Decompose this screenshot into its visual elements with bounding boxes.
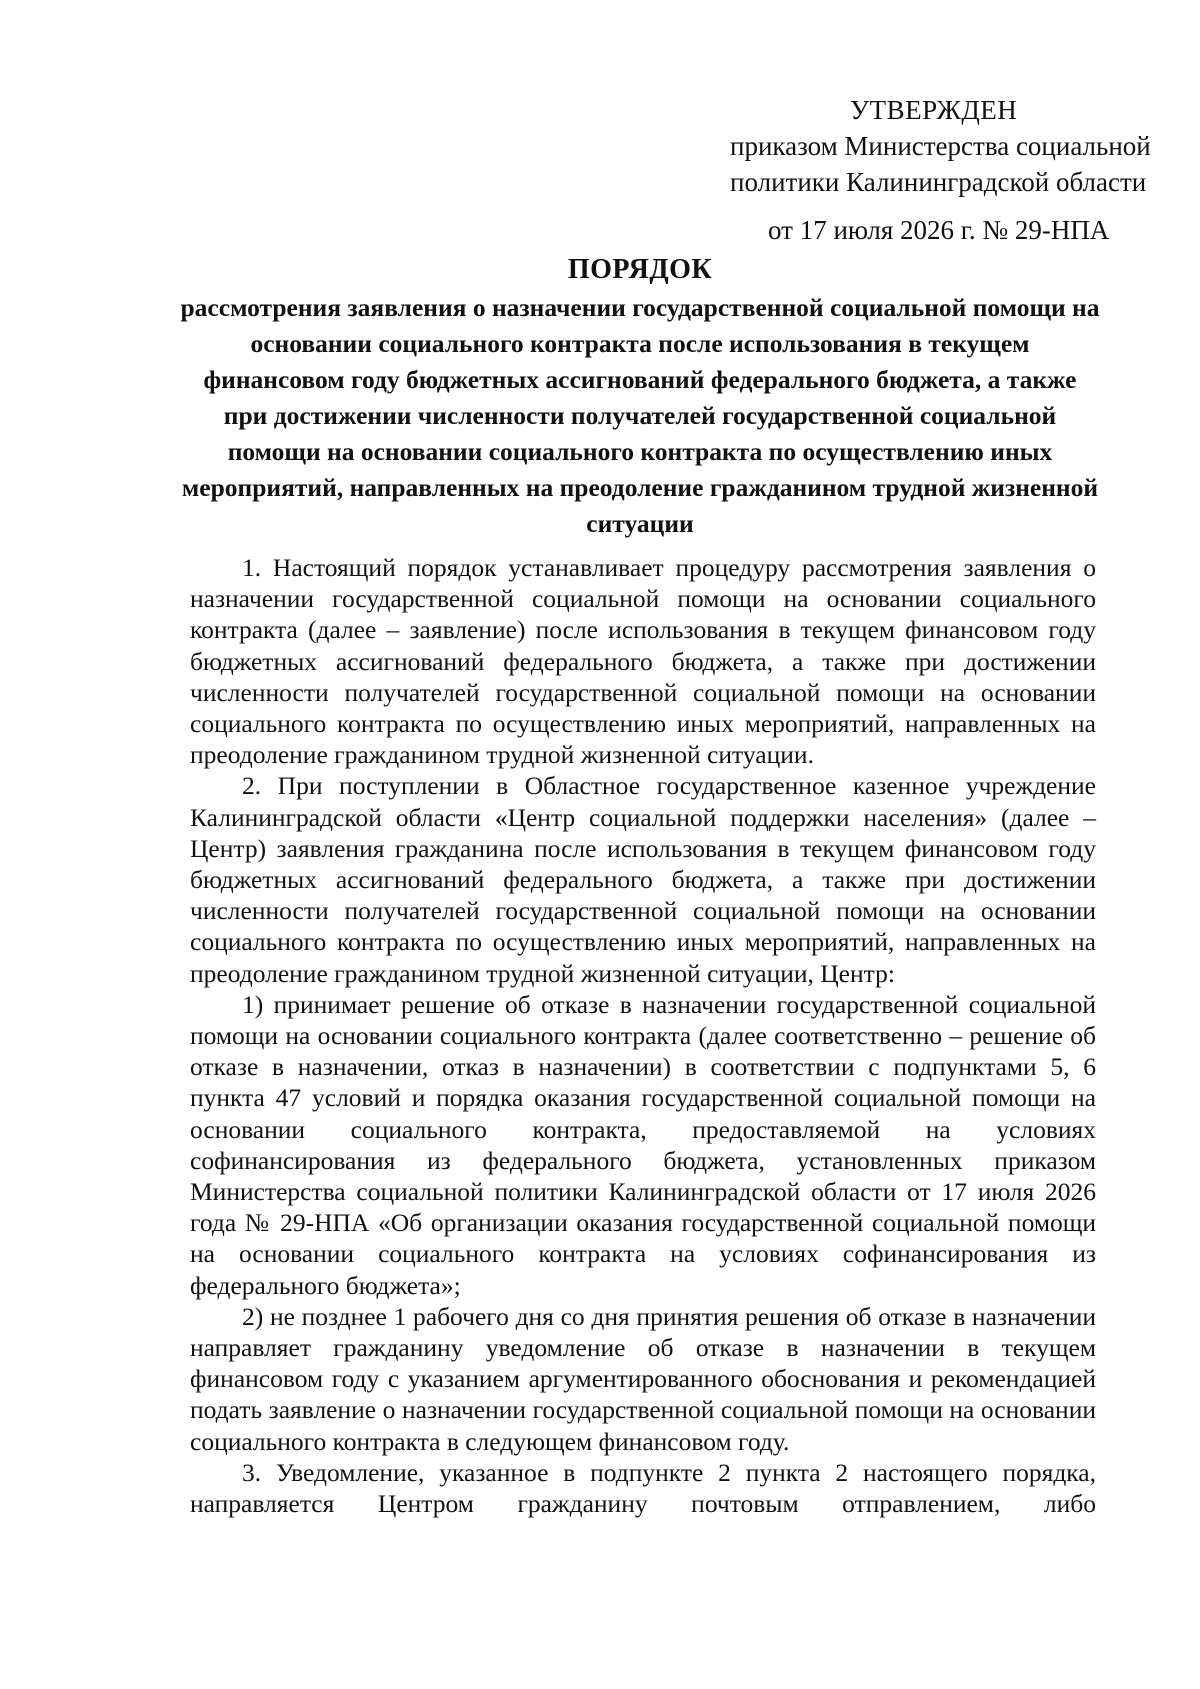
approval-line-2: политики Калининградской области [730, 167, 1147, 197]
paragraph-3: 3. Уведомление, указанное в подпункте 2 пункта 2 настоящего порядка, направляется Центром гражданину почтовым отправлением, либо [190, 1457, 1096, 1519]
approval-title: УТВЕРЖДЕН [850, 95, 1018, 125]
paragraph-2-subitem-2: 2) не позднее 1 рабочего дня со дня принятия решения об отказе в назначении направляет гражданину уведомление об отказе в назначении в текущем финансовом году с указанием аргументированного обоснования и рекомендацией подать заявление о назначении государственной социальной помощи на основании социального контракта в следующем финансовом году. [190, 1301, 1096, 1456]
paragraph-2-subitem-1: 1) принимает решение об отказе в назначении государственной социальной помощи на основании социального контракта (далее соответственно – решение об отказе в назначении, отказ в назначении) в соответствии с подпунктами 5, 6 пункта 47 условий и порядка оказания государственной социальной помощи на основании социального контракта, предоставляемой на условиях софинансирования из федерального бюджета, установленных приказом Министерства социальной политики Калининградской области от 17 июля 2026 года № 29-НПА «Об организации оказания государственной социальной помощи на основании социального контракта на условиях софинансирования из федерального бюджета»; [190, 989, 1096, 1300]
document-body [190, 552, 1096, 1519]
document-subtitle: рассмотрения заявления о назначении государственной социальной помощи на основании социального контракта после использования в текущем финансовом году бюджетных ассигнований федерального бюджета, а также при достижении численности получателей государственной социальной помощи на основании социального контракта по осуществлению иных мероприятий, направленных на преодоление гражданином трудной жизненной ситуации [180, 293, 1100, 538]
approval-line-1: приказом Министерства социальной [730, 131, 1151, 161]
paragraph-1: 1. Настоящий порядок устанавливает процедуру рассмотрения заявления о назначении государственной социальной помощи на основании социального контракта (далее – заявление) после использования в текущем финансовом году бюджетных ассигнований федерального бюджета, а также при достижении численности получателей государственной социальной помощи на основании социального контракта по осуществлению иных мероприятий, направленных на преодоление гражданином трудной жизненной ситуации. [190, 553, 1096, 770]
paragraph-2: 2. При поступлении в Областное государственное казенное учреждение Калининградской области «Центр социальной поддержки населения» (далее – Центр) заявления гражданина после использования в текущем финансовом году бюджетных ассигнований федерального бюджета, а также при достижении численности получателей государственной социальной помощи на основании социального контракта по осуществлению иных мероприятий, направленных на преодоление гражданином трудной жизненной ситуации, Центр: [190, 771, 1096, 988]
approval-stamp [700, 92, 1170, 248]
document-title: ПОРЯДОК [567, 254, 713, 285]
approval-date: от 17 июля 2026 г. № 29-НПА [768, 215, 1110, 245]
